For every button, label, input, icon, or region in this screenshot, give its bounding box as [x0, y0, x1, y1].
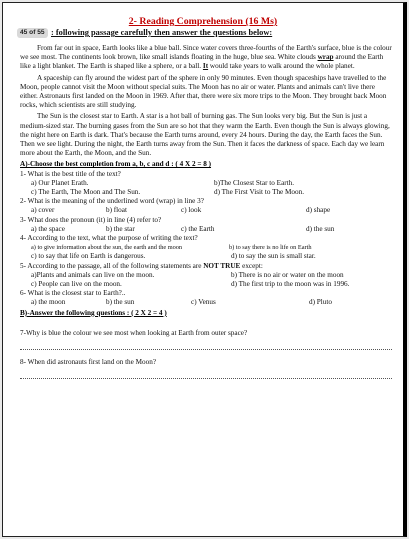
option-d[interactable]: d) Pluto: [309, 298, 332, 307]
page-counter: 45 of 55: [17, 28, 48, 38]
passage-text: around the Earth like a light blanket. The Earth is shaped like a sphere, or a ball.: [20, 53, 384, 71]
answer-line-7[interactable]: [20, 341, 392, 350]
question-4-options-row-1: [20, 243, 392, 252]
option-c[interactable]: c) People can live on the moon.: [31, 280, 122, 289]
question-5-options-row-1: [20, 271, 392, 280]
option-a[interactable]: a) Our Planet Erath.: [31, 178, 89, 187]
option-c[interactable]: c) to say that life on Earth is dangerous.: [31, 252, 146, 261]
worksheet-page: [2, 2, 407, 537]
answer-line-8[interactable]: [20, 370, 392, 379]
option-c[interactable]: c) look: [181, 206, 202, 215]
question-1-options-row-1: [20, 179, 392, 188]
option-a[interactable]: a) the moon: [31, 298, 66, 307]
question-5-text: 5- According to the passage, all of the following statements are: [20, 261, 204, 270]
spacer: [20, 318, 392, 329]
option-c[interactable]: c) The Earth, The Moon and The Sun.: [31, 188, 141, 197]
option-d[interactable]: d) The first trip to the moon was in 1996.: [231, 280, 350, 289]
section-b-heading: B)-Answer the following questions : ( 2 X 2 = 4 ): [20, 308, 167, 317]
passage-paragraph-1: [20, 44, 392, 72]
option-b[interactable]: b) float: [106, 206, 127, 215]
question-4-options-row-2: [20, 252, 392, 261]
passage-text: From far out in space, Earth looks like a blue ball. Since water covers three-fourths of the Earth's surface, blue is the colour we see most. The continents look brown, like small islands floating in the huge, blue sea. White clouds: [20, 44, 392, 62]
question-1: 1- What is the best title of the text?: [20, 169, 121, 178]
underlined-word-wrap: wrap: [317, 53, 334, 62]
option-d[interactable]: d) shape: [306, 206, 331, 215]
option-d[interactable]: d) the sun: [306, 224, 335, 233]
question-3: 3- What does the pronoun (it) in line (4) refer to?: [20, 215, 162, 224]
question-5-options-row-2: [20, 280, 392, 289]
question-8: 8- When did astronauts first land on the Moon?: [20, 358, 157, 367]
passage-paragraph-2: A spaceship can fly around the widest part of the sphere in only 90 minutes. Even though spaceships have travelled to the Moon, people cannot visit the Moon without special suits. The Moon has no air or water. Plants and animals can't live there either. Astronauts first landed on the Moon in 1969. After that, there were six more trips to the Moon. They brought back Moon rocks, which scientists are still studying.: [20, 73, 387, 110]
section-title: 2- Reading Comprehension (16 Ms): [128, 16, 278, 27]
question-6: 6- What is the closest star to Earth?..: [20, 289, 126, 298]
option-a[interactable]: a) cover: [31, 206, 55, 215]
question-4: 4- According to the text, what the purpose of writing the text?: [20, 234, 198, 243]
option-d[interactable]: d) The First Visit to The Moon.: [214, 188, 305, 197]
question-3-options: [20, 225, 392, 234]
underlined-word-it: It: [202, 62, 209, 71]
option-b[interactable]: b) There is no air or water on the moon: [231, 270, 344, 279]
option-c[interactable]: c) the Earth: [181, 224, 215, 233]
question-6-options: [20, 298, 392, 307]
question-7: 7-Why is blue the colour we see most when looking at Earth from outer space?: [20, 328, 248, 337]
question-5: [20, 262, 392, 271]
option-b[interactable]: b) the sun: [106, 298, 135, 307]
worksheet-content: [20, 44, 392, 387]
option-b[interactable]: b) to say there is no life on Earth: [229, 244, 312, 252]
option-a[interactable]: a) the space: [31, 224, 65, 233]
not-true-emphasis: NOT TRUE: [203, 261, 241, 270]
instruction-subtitle: : following passage carefully then answer the questions below:: [51, 28, 273, 37]
question-2: 2- What is the meaning of the underlined word (wrap) in line 3?: [20, 197, 204, 206]
passage-paragraph-3: The Sun is the closest star to Earth. A star is a hot ball of burning gas. The Sun looks very big. But the Sun is just a medium-sized star. The burning gases from the Sun are so hot that they warm the Earth. Even though the Sun is always glowing, the night here on Earth is dark. That's because the Earth turns around, every 24 hours. During the day, the Earth faces the Sun. Then we see light. During the night, the Earth turns away from the Sun. Then it faces the darkness of space. Each day we learn more about the Earth, the Moon, and the Sun.: [20, 112, 390, 158]
section-a-heading: A)-Choose the best completion from a, b, c and d : ( 4 X 2 = 8 ): [20, 160, 212, 169]
option-a[interactable]: a)Plants and animals can live on the moon.: [31, 270, 155, 279]
option-d[interactable]: d) to say the sun is small star.: [231, 252, 316, 261]
option-a[interactable]: a) to give information about the sun, the earth and the moon: [31, 244, 183, 252]
option-b[interactable]: b) the star: [106, 224, 135, 233]
option-c[interactable]: c) Venus: [191, 298, 216, 307]
option-b[interactable]: b)The Closest Star to Earth.: [214, 178, 295, 187]
passage-text: would take years to walk around the whole planet.: [208, 62, 355, 71]
question-1-options-row-2: [20, 188, 392, 197]
question-2-options: [20, 206, 392, 215]
question-5-text-end: except:: [240, 261, 263, 270]
